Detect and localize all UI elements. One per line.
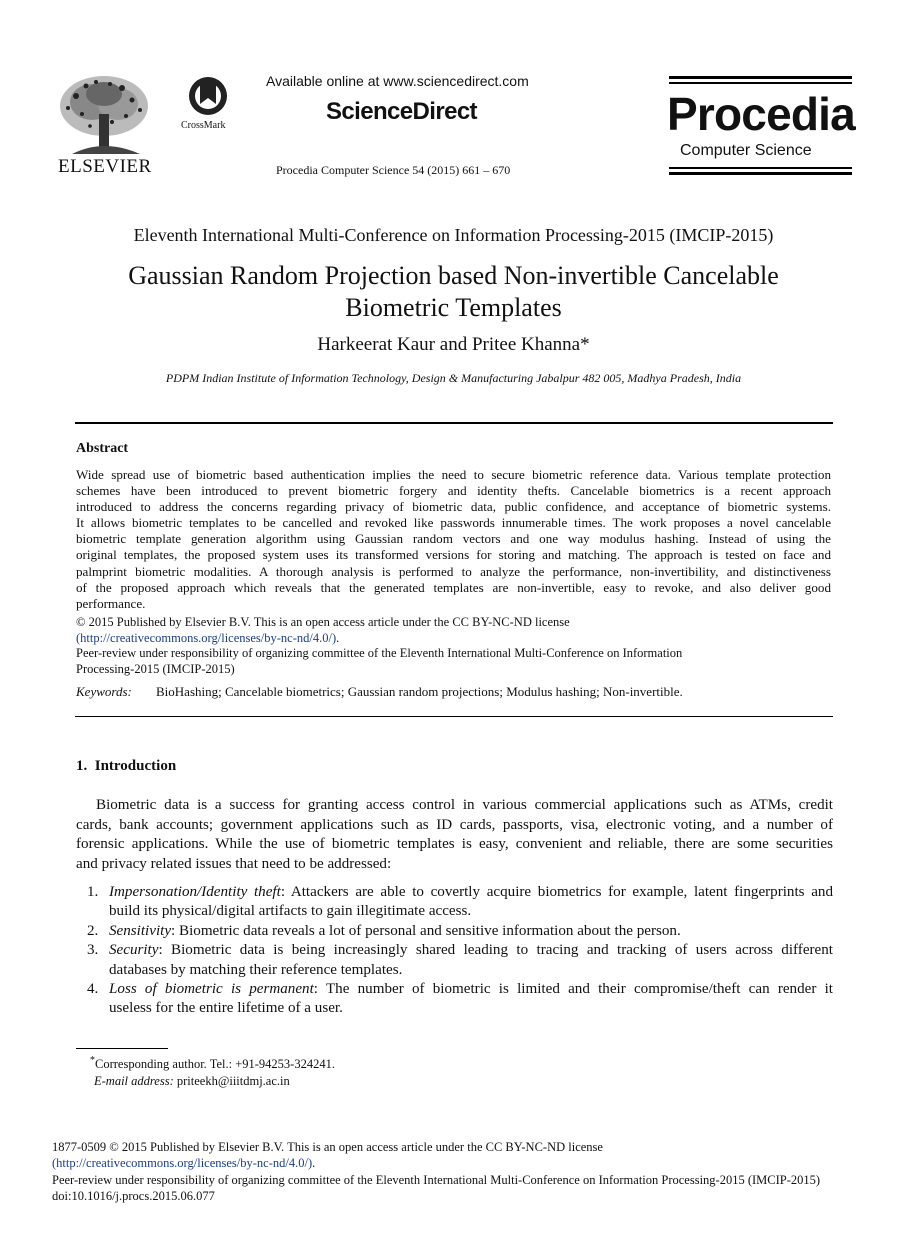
paper-affiliation: PDPM Indian Institute of Information Technology, Design & Manufacturing Jabalpur 482 005, Madhya Pradesh, India — [165, 371, 742, 385]
paper-authors: Harkeerat Kaur and Pritee Khanna* — [317, 334, 590, 355]
procedia-title: Procedia — [667, 88, 855, 140]
list-item-text: : Biometric data is being increasingly shared leading to tracing and tracking of users across different — [158, 942, 833, 959]
crossmark-logo[interactable] — [176, 76, 240, 136]
footnote — [90, 1052, 335, 1090]
procedia-bottom-rule-2 — [669, 172, 852, 175]
intro-line: forensic applications. While the use of biometric templates is easy, convenient and reliable, there are some securities — [76, 836, 833, 853]
intro-line: cards, bank accounts; government applications such as ID cards, passports, visa, electronic voting, and a number of — [76, 816, 833, 833]
footnote-rule — [76, 1048, 168, 1049]
list-item-text: : The number of biometric is limited and their compromise/theft can render it — [313, 981, 833, 998]
paper-title-line-2: Biometric Templates — [345, 293, 562, 322]
footer-license-link[interactable]: (http://creativecommons.org/licenses/by-nc-nd/4.0/) — [52, 1156, 313, 1171]
abstract-heading: Abstract — [76, 441, 129, 456]
peer-review-line-2: Processing-2015 (IMCIP-2015) — [76, 661, 235, 676]
keywords-list: BioHashing; Cancelable biometrics; Gaussian random projections; Modulus hashing; Non-invertible. — [156, 684, 683, 699]
sciencedirect-wordmark[interactable]: ScienceDirect — [326, 98, 477, 125]
issues-list — [76, 883, 833, 1019]
footnote-corresponding: Corresponding author. Tel.: +91-94253-324241. — [95, 1057, 335, 1072]
list-item-text-cont: useless for the entire lifetime of a user. — [109, 1000, 343, 1017]
footnote-email[interactable]: priteekh@iiitdmj.ac.in — [176, 1074, 290, 1089]
copyright-line: © 2015 Published by Elsevier B.V. This is an open access article under the CC BY-NC-ND license — [76, 615, 570, 629]
introduction-heading: 1. Introduction — [76, 758, 177, 774]
procedia-bottom-rule-1 — [669, 167, 852, 169]
procedia-top-rule-2 — [669, 82, 852, 84]
procedia-top-rule-1 — [669, 76, 852, 79]
footer-doi[interactable]: doi:10.1016/j.procs.2015.06.077 — [52, 1188, 215, 1203]
list-item-term: Impersonation/Identity theft — [109, 884, 281, 900]
list-item — [76, 922, 833, 941]
list-item — [76, 883, 833, 922]
crossmark-icon — [176, 76, 240, 120]
abstract-line: performance. — [76, 595, 146, 611]
list-item-term: Security — [109, 942, 159, 959]
abstract-top-rule — [75, 422, 833, 424]
abstract-line: It allows biometric templates to be cancelled and revoked like passwords innumerable times. The work proposes a novel cancelable — [76, 515, 831, 531]
intro-line: and privacy related issues that need to be addressed: — [76, 855, 392, 872]
journal-reference: Procedia Computer Science 54 (2015) 661 – 670 — [276, 163, 511, 177]
abstract-line: palmprint biometric modalities. A thorough analysis is performed to analyze the performance, non-invertibility, and distinctiveness — [76, 563, 831, 579]
list-item-number: 3. — [87, 942, 99, 959]
footer-peer-review: Peer-review under responsibility of organizing committee of the Eleventh International Multi-Conference on Information Processing-2015 (IMCIP-2015) — [52, 1172, 821, 1187]
keywords — [76, 684, 683, 700]
elsevier-wordmark: ELSEVIER — [58, 156, 152, 177]
footnote-marker: * — [90, 1055, 95, 1066]
list-item-number: 1. — [87, 884, 99, 900]
abstract-line: introduced to address the concerns regarding privacy of biometric data, public confidence, and acceptance of biometric systems. — [76, 499, 831, 515]
list-item — [76, 980, 833, 1019]
list-item-text-cont: build its physical/digital artifacts to gain illegitimate access. — [109, 903, 472, 920]
paper-title-line-1: Gaussian Random Projection based Non-invertible Cancelable — [128, 261, 779, 290]
copyright-notice — [76, 615, 836, 677]
list-item-number: 2. — [87, 922, 99, 939]
footer-license-line: 1877-0509 © 2015 Published by Elsevier B.V. This is an open access article under the CC BY-NC-ND license — [52, 1140, 603, 1154]
abstract-line: schemes have been introduced to prevent biometric forgery and identity thefts. Cancelable biometrics is a recent approach — [76, 483, 831, 499]
procedia-subtitle: Computer Science — [680, 142, 812, 159]
list-item-text-cont: databases by matching their reference templates. — [109, 961, 403, 978]
list-item — [76, 941, 833, 980]
license-link[interactable]: (http://creativecommons.org/licenses/by-nc-nd/4.0/) — [76, 630, 337, 645]
abstract-line: of the proposed approach which reveals that the generated templates are non-invertible, easy to revoke, and also deliver good — [76, 579, 831, 595]
intro-line: Biometric data is a success for granting access control in various commercial applications such as ATMs, credit — [96, 797, 833, 813]
list-item-term: Sensitivity — [109, 922, 172, 939]
available-online: Available online at www.sciencedirect.com — [266, 73, 529, 89]
list-item-text: : Attackers are able to covertly acquire biometrics for example, latent fingerprints and — [280, 884, 833, 900]
list-item-term: Loss of biometric is permanent — [109, 981, 314, 998]
elsevier-logo — [52, 74, 156, 178]
license-link-suffix: . — [336, 630, 340, 645]
abstract-body — [76, 467, 831, 612]
abstract-line: biometric template generation algorithm using Gaussian random vectors and one way modulus hashing. Instead of using the — [76, 531, 831, 547]
elsevier-tree-icon — [52, 74, 156, 158]
peer-review-line-1: Peer-review under responsibility of organizing committee of the Eleventh International Multi-Conference on Information — [76, 646, 683, 661]
abstract-bottom-rule — [75, 716, 833, 717]
page-footer — [52, 1139, 862, 1204]
abstract-line: Wide spread use of biometric based authentication implies the need to secure biometric reference data. Various template protection — [76, 467, 831, 482]
crossmark-label: CrossMark — [181, 120, 226, 131]
footnote-email-label: E-mail address: — [94, 1074, 174, 1089]
conference-name: Eleventh International Multi-Conference on Information Processing-2015 (IMCIP-2015) — [133, 225, 774, 245]
abstract-line: original templates, the proposed system uses its transformed versions for storing and matching. The approach is tested on face and — [76, 547, 831, 563]
list-item-text: : Biometric data reveals a lot of personal and sensitive information about the person. — [171, 922, 681, 939]
introduction-paragraph — [76, 796, 833, 874]
keywords-label: Keywords: — [76, 684, 132, 699]
list-item-number: 4. — [87, 981, 99, 998]
footer-license-link-suffix: . — [312, 1156, 316, 1171]
